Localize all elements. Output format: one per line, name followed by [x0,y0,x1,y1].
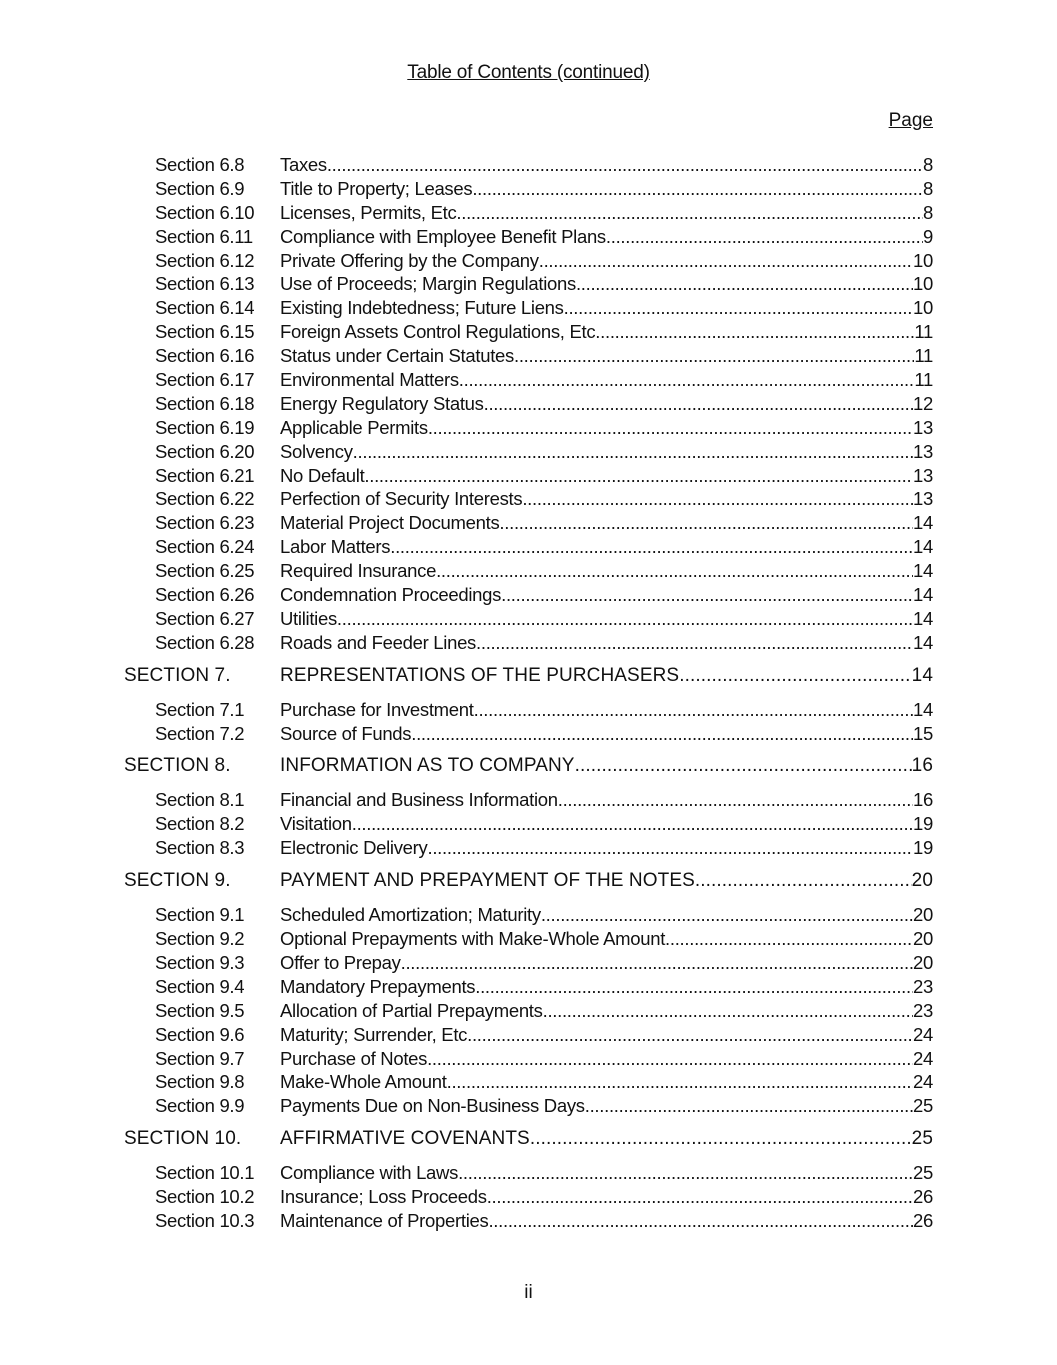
toc-entry[interactable] [0,369,1057,393]
toc-entry-title-line [280,202,933,224]
toc-entry-title-line [280,1095,933,1117]
toc-entry-title: Optional Prepayments with Make-Whole Amount [280,928,666,950]
toc-entry-title: Purchase for Investment [280,698,474,720]
toc-entry-page: 13 [913,440,933,462]
toc-entry-title-line [280,536,933,558]
toc-entry[interactable] [0,536,1057,560]
dot-leader [685,665,912,687]
toc-entry-number: Section 6.28 [155,631,255,653]
toc-entry[interactable] [0,1095,1057,1119]
toc-entry-title-line [280,488,933,510]
toc-entry-number: Section 9.4 [155,975,245,997]
toc-entry-title-line [280,665,933,687]
toc-entry[interactable] [0,837,1057,861]
toc-entry-page: 14 [913,536,933,558]
toc-entry-title: Environmental Matters [280,369,459,391]
toc-entry-title-line [280,512,933,534]
toc-entry-number: Section 6.9 [155,177,245,199]
toc-entry-page: 16 [913,789,933,811]
toc-entry[interactable] [0,1048,1057,1072]
toc-entry[interactable] [0,976,1057,1000]
toc-entry-page: 8 [923,177,933,199]
toc-entry[interactable] [0,512,1057,536]
toc-entry-number: Section 6.11 [155,225,253,247]
toc-entry[interactable] [0,465,1057,489]
dot-leader [474,699,913,721]
toc-entry-title: PAYMENT AND PREPAYMENT OF THE NOTES. [280,870,701,892]
toc-entry-number: Section 9.3 [155,951,245,973]
toc-entry-title: Make-Whole Amount [280,1071,447,1093]
toc-entry-number: Section 6.13 [155,273,255,295]
toc-entry-title-line [280,723,933,745]
toc-entry-page: 11 [914,345,933,367]
toc-entry-page: 14 [913,698,933,720]
toc-entry-title-line [280,465,933,487]
toc-entry[interactable] [0,632,1057,656]
toc-entry-title: Purchase of Notes [280,1047,428,1069]
dot-leader [487,1186,913,1208]
toc-entry-page: 15 [913,722,933,744]
toc-entry-number: Section 9.9 [155,1095,245,1117]
dot-leader [606,226,923,248]
toc-entry-title-line [280,870,933,892]
dot-leader [585,1095,913,1117]
dot-leader [475,976,913,998]
toc-entry-title: Visitation [280,813,352,835]
toc-entry-title-line [280,417,933,439]
toc-entry-number: Section 7.1 [155,698,245,720]
toc-entry-title: Energy Regulatory Status [280,392,484,414]
toc-entry-title: Licenses, Permits, Etc [280,201,457,223]
toc-entry-number: SECTION 9. [124,870,231,892]
dot-leader [700,870,911,892]
toc-entry-title-line [280,297,933,319]
toc-entry-title-line [280,321,933,343]
toc-entry-title: Solvency [280,440,353,462]
dot-leader [327,154,923,176]
dot-leader [352,813,913,835]
toc-entry-title-line [280,976,933,998]
toc-entry[interactable] [0,723,1057,747]
dot-leader [501,584,913,606]
toc-entry-number: Section 10.3 [155,1209,255,1231]
toc-entry-title: Existing Indebtedness; Future Liens [280,297,564,319]
toc-entry-number: Section 6.10 [155,201,255,223]
toc-entry[interactable] [0,560,1057,584]
toc-entry-title: Compliance with Employee Benefit Plans [280,225,606,247]
toc-entry[interactable] [0,393,1057,417]
toc-entry-number: Section 6.16 [155,345,255,367]
dot-leader [484,393,913,415]
toc-entry-title: No Default [280,464,365,486]
toc-entry-title: Payments Due on Non-Business Days [280,1095,585,1117]
toc-entry-page: 10 [913,273,933,295]
toc-entry-number: Section 9.8 [155,1071,245,1093]
toc-entry-page: 14 [913,607,933,629]
toc-entry[interactable] [0,1162,1057,1186]
toc-entry-title-line [280,952,933,974]
toc-entry-number: SECTION 7. [124,664,231,686]
toc-entry-number: Section 6.19 [155,416,255,438]
toc-entry-title: Maintenance of Properties [280,1209,489,1231]
toc-entry[interactable] [0,928,1057,952]
toc-title: Table of Contents (continued) [407,62,650,83]
toc-entry-number: Section 6.12 [155,249,255,271]
page-column-header: Page [888,110,933,131]
dot-leader [456,202,923,224]
toc-entry-page: 13 [913,416,933,438]
toc-entry-title-line [280,1000,933,1022]
toc-entry-title-line [280,369,933,391]
dot-leader [428,417,913,439]
toc-entry[interactable] [0,1210,1057,1234]
toc-entry-title: Status under Certain Statutes [280,345,514,367]
toc-entry-number: Section 6.14 [155,297,255,319]
toc-entry-title: Utilities [280,607,337,629]
toc-entry[interactable] [0,345,1057,369]
dot-leader [472,178,923,200]
toc-entry-number: Section 7.2 [155,722,245,744]
toc-entry-title-line [280,1210,933,1232]
dot-leader [458,1162,913,1184]
toc-entry-title-line [280,789,933,811]
dot-leader [539,250,913,272]
dot-leader [514,345,914,367]
dot-leader [447,1071,913,1093]
dot-leader [436,560,913,582]
toc-entry-page: 8 [923,154,933,175]
toc-entry-page: 23 [913,999,933,1021]
toc-entry-title: Source of Funds [280,722,412,744]
toc-entry[interactable] [0,202,1057,226]
dot-leader [543,1000,913,1022]
toc-entry-page: 24 [913,1023,933,1045]
dot-leader [564,297,913,319]
toc-list [0,154,1057,1234]
toc-entry-title: Mandatory Prepayments [280,975,476,997]
toc-entry-title-line [280,608,933,630]
dot-leader [476,632,913,654]
toc-entry-title-line [280,1186,933,1208]
toc-entry-number: Section 6.18 [155,392,255,414]
toc-entry-title-line [280,837,933,859]
dot-leader [522,488,913,510]
toc-entry-title-line [280,632,933,654]
toc-entry-page: 23 [913,975,933,997]
toc-entry-number: Section 9.1 [155,904,245,926]
toc-entry-title: Perfection of Security Interests [280,488,523,510]
dot-leader [459,369,915,391]
toc-entry-number: Section 6.25 [155,560,255,582]
toc-entry[interactable] [0,1024,1057,1048]
toc-entry-number: Section 9.7 [155,1047,245,1069]
toc-entry[interactable] [0,273,1057,297]
toc-entry[interactable] [0,417,1057,441]
toc-entry-page: 20 [913,951,933,973]
toc-entry-page: 26 [913,1186,933,1208]
toc-entry-title-line [280,1048,933,1070]
toc-entry-number: Section 10.1 [155,1162,255,1184]
toc-entry[interactable] [0,250,1057,274]
toc-entry-title: Financial and Business Information [280,789,558,811]
toc-entry-page: 13 [913,464,933,486]
toc-entry[interactable] [0,1186,1057,1210]
toc-entry-title-line [280,1071,933,1093]
dot-leader [401,952,913,974]
toc-entry-title-line [280,699,933,721]
dot-leader [535,1128,911,1150]
toc-entry-number: Section 8.1 [155,789,245,811]
toc-entry-title: AFFIRMATIVE COVENANTS. [280,1128,536,1150]
toc-entry[interactable] [0,297,1057,321]
toc-entry-page: 19 [913,837,933,859]
dot-leader [665,928,913,950]
dot-leader [428,837,914,859]
toc-entry-title: Insurance; Loss Proceeds [280,1186,487,1208]
toc-entry-page: 24 [913,1071,933,1093]
toc-entry[interactable] [0,178,1057,202]
toc-entry-title-line [280,441,933,463]
dot-leader [558,789,913,811]
toc-entry-number: Section 8.3 [155,837,245,859]
toc-entry-page: 13 [913,488,933,510]
toc-entry-title: REPRESENTATIONS OF THE PURCHASERS. [280,664,685,686]
toc-entry-page: 12 [913,392,933,414]
toc-entry-title: Scheduled Amortization; Maturity [280,904,541,926]
toc-entry-title: Offer to Prepay [280,951,401,973]
toc-entry[interactable] [0,441,1057,465]
toc-entry-page: 14 [913,560,933,582]
page-number: ii [524,1282,533,1303]
toc-entry-title: Foreign Assets Control Regulations, Etc [280,321,596,343]
toc-entry-page: 14 [913,631,933,653]
toc-entry-title: Electronic Delivery [280,837,428,859]
toc-entry-title-line [280,755,933,777]
toc-entry-title: Roads and Feeder Lines [280,631,477,653]
toc-entry-title: Compliance with Laws [280,1162,459,1184]
toc-entry-number: Section 6.27 [155,607,255,629]
toc-entry[interactable] [0,904,1057,928]
toc-entry-title-line [280,273,933,295]
toc-entry-title-line [280,393,933,415]
toc-entry-page: 24 [913,1047,933,1069]
toc-entry[interactable] [0,1000,1057,1024]
toc-entry-title-line [280,250,933,272]
toc-entry-number: Section 6.20 [155,440,255,462]
toc-major-entry[interactable] [0,870,1057,894]
toc-entry-page: 10 [913,297,933,319]
toc-entry-number: SECTION 10. [124,1128,242,1150]
toc-entry-title-line [280,904,933,926]
dot-leader [499,512,913,534]
toc-entry[interactable] [0,699,1057,723]
toc-entry-number: SECTION 8. [124,755,231,777]
toc-entry-number: Section 10.2 [155,1186,255,1208]
toc-entry-title: Maturity; Surrender, Etc [280,1023,468,1045]
toc-entry-title-line [280,178,933,200]
toc-entry-title-line [280,1024,933,1046]
toc-entry[interactable] [0,813,1057,837]
toc-entry-page: 16 [911,755,933,777]
toc-entry-page: 25 [911,1128,933,1150]
toc-entry-title: Taxes [280,154,327,175]
toc-entry-page: 11 [914,369,933,391]
dot-leader [541,904,913,926]
toc-entry-title: Condemnation Proceedings [280,584,502,606]
toc-entry-page: 11 [914,321,933,343]
dot-leader [353,441,913,463]
toc-entry-number: Section 6.8 [155,154,245,175]
dot-leader [337,608,913,630]
toc-entry-number: Section 9.2 [155,928,245,950]
toc-entry-number: Section 6.26 [155,584,255,606]
toc-entry-title: INFORMATION AS TO COMPANY [280,755,575,777]
toc-entry-page: 19 [913,813,933,835]
toc-entry-title-line [280,928,933,950]
dot-leader [467,1024,913,1046]
toc-major-entry[interactable] [0,665,1057,689]
toc-entry-page: 14 [911,664,933,686]
toc-entry-title: Title to Property; Leases [280,177,473,199]
toc-entry-title-line [280,1162,933,1184]
toc-entry-number: Section 6.24 [155,536,255,558]
toc-entry-title-line [280,226,933,248]
toc-entry[interactable] [0,789,1057,813]
toc-entry-title: Private Offering by the Company [280,249,539,271]
toc-entry-title-line [280,813,933,835]
toc-entry-title: Use of Proceeds; Margin Regulations [280,273,576,295]
toc-entry-page: 20 [911,870,933,892]
toc-entry-page: 14 [913,512,933,534]
toc-entry-title-line [280,584,933,606]
toc-entry-number: Section 9.5 [155,999,245,1021]
toc-entry-title-line [280,1128,933,1150]
toc-entry-page: 25 [913,1162,933,1184]
toc-major-entry[interactable] [0,755,1057,779]
toc-entry-number: Section 6.17 [155,369,255,391]
toc-entry-title: Allocation of Partial Prepayments [280,999,543,1021]
dot-leader [364,465,913,487]
dot-leader [390,536,913,558]
toc-entry-number: Section 6.23 [155,512,255,534]
dot-leader [488,1210,913,1232]
toc-entry-number: Section 9.6 [155,1023,245,1045]
toc-entry-title-line [280,154,933,176]
toc-entry-page: 8 [923,201,933,223]
toc-entry-number: Section 8.2 [155,813,245,835]
toc-entry[interactable] [0,488,1057,512]
toc-entry-page: 20 [913,904,933,926]
toc-entry[interactable] [0,226,1057,250]
toc-entry[interactable] [0,1071,1057,1095]
dot-leader [575,755,912,777]
toc-entry-title: Labor Matters [280,536,391,558]
dot-leader [595,321,914,343]
toc-entry-page: 10 [913,249,933,271]
toc-entry[interactable] [0,154,1057,178]
toc-entry-page: 14 [913,584,933,606]
toc-entry-title-line [280,560,933,582]
toc-entry-number: Section 6.22 [155,488,255,510]
toc-entry[interactable] [0,952,1057,976]
toc-entry-number: Section 6.15 [155,321,255,343]
toc-entry-page: 9 [923,225,933,247]
toc-entry-title: Material Project Documents [280,512,500,534]
toc-entry[interactable] [0,584,1057,608]
dot-leader [576,273,913,295]
toc-entry-page: 20 [913,928,933,950]
toc-entry-page: 25 [913,1095,933,1117]
toc-entry[interactable] [0,608,1057,632]
toc-entry-page: 26 [913,1209,933,1231]
toc-entry-title: Applicable Permits [280,416,428,438]
toc-entry[interactable] [0,321,1057,345]
toc-entry-number: Section 6.21 [155,464,255,486]
toc-entry-title: Required Insurance [280,560,437,582]
dot-leader [411,723,913,745]
toc-major-entry[interactable] [0,1128,1057,1152]
dot-leader [427,1048,913,1070]
toc-entry-title-line [280,345,933,367]
